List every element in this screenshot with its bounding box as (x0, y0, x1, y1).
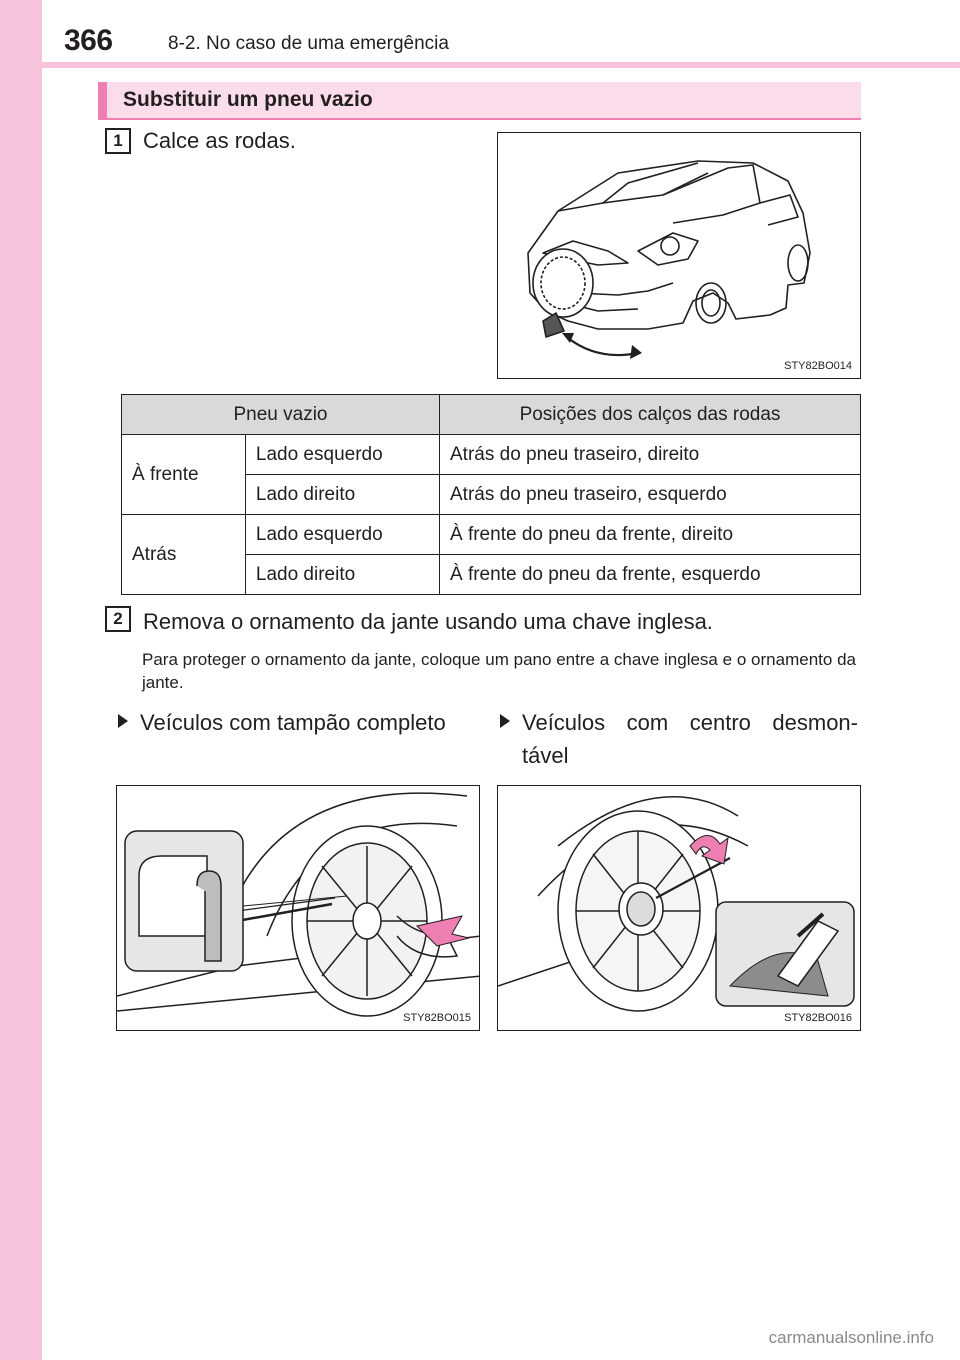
table-header-chock-positions: Posições dos calços das rodas (440, 395, 861, 435)
wheel-chock-table (121, 394, 861, 595)
chapter-title: 8-2. No caso de uma emergência (168, 33, 449, 54)
option-full-cap-label: Veículos com tampão completo (140, 710, 446, 735)
table-row (122, 435, 861, 475)
watermark: carmanualsonline.info (768, 1328, 934, 1347)
table-header-flat-tire: Pneu vazio (122, 395, 440, 435)
bullet-triangle-icon (118, 714, 128, 728)
step-2-text: Remova o ornamento da jante usando uma chave inglesa. (143, 609, 713, 634)
table-cell-chock: À frente do pneu da frente, direito (440, 515, 861, 555)
table-cell-side: Lado direito (245, 475, 439, 515)
car-wheel-chock-illustration (498, 133, 861, 379)
figure-full-cap-removal (116, 785, 480, 1031)
section-heading-bar (98, 82, 861, 120)
table-cell-chock: Atrás do pneu traseiro, direito (440, 435, 861, 475)
table-cell-chock: Atrás do pneu traseiro, esquerdo (440, 475, 861, 515)
option-removable-center-continued: tável (522, 743, 569, 768)
step-number-2: 2 (105, 606, 131, 632)
option-removable-center-label: Veículos com centro desmon- (522, 710, 858, 735)
table-cell-side: Lado esquerdo (245, 515, 439, 555)
page-number: 366 (64, 24, 113, 57)
step-1-text: Calce as rodas. (143, 128, 296, 153)
header-rule (42, 62, 960, 68)
figure-code: STY82BO016 (784, 1012, 852, 1024)
full-cap-removal-illustration (117, 786, 480, 1031)
figure-code: STY82BO014 (784, 360, 852, 372)
step-number-1: 1 (105, 128, 131, 154)
step-2-note: Para proteger o ornamento da jante, coloque um pano entre a chave inglesa e o ornamento da jante. (142, 650, 856, 692)
table-header-row (122, 395, 861, 435)
figure-code: STY82BO015 (403, 1012, 471, 1024)
option-full-cap (118, 706, 478, 739)
section-title: Substituir um pneu vazio (123, 88, 373, 111)
table-cell-position: Atrás (122, 515, 246, 595)
page-margin-strip (0, 0, 42, 1360)
option-removable-center (500, 706, 858, 739)
table-cell-side: Lado direito (245, 555, 439, 595)
table-cell-side: Lado esquerdo (245, 435, 439, 475)
figure-wheel-chock (497, 132, 861, 379)
table-cell-chock: À frente do pneu da frente, esquerdo (440, 555, 861, 595)
table-cell-position: À frente (122, 435, 246, 515)
removable-center-removal-illustration (498, 786, 861, 1031)
bullet-triangle-icon (500, 714, 510, 728)
table-row (122, 515, 861, 555)
figure-removable-center-removal (497, 785, 861, 1031)
